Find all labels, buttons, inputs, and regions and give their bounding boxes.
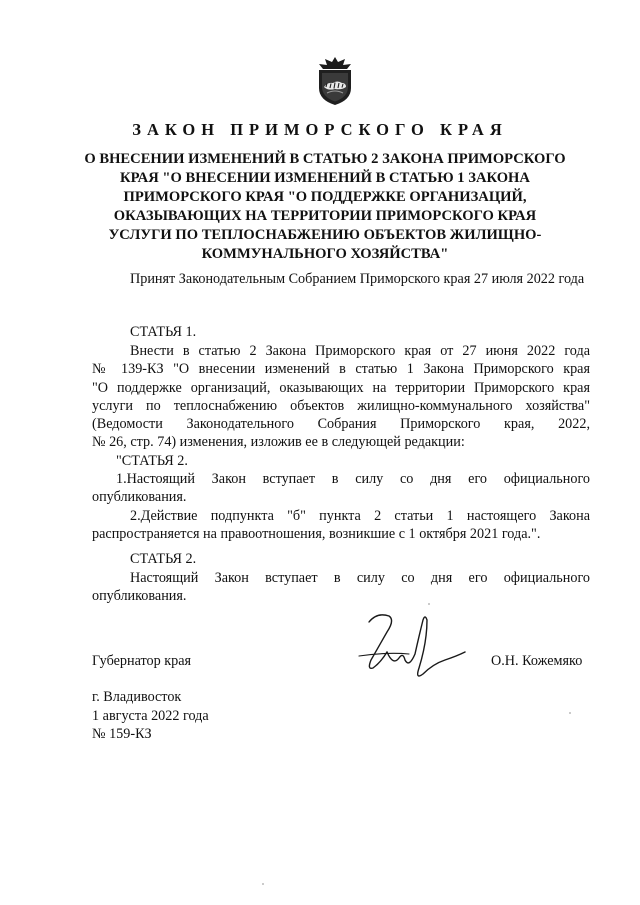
article-2-text — [92, 569, 590, 606]
subtitle-line: ПРИМОРСКОГО КРАЯ "О ПОДДЕРЖКЕ ОРГАНИЗАЦИЙ, — [123, 189, 527, 205]
quoted-article-heading: "СТАТЬЯ 2. — [116, 452, 188, 469]
article-1-text — [92, 342, 590, 543]
article-1-heading: СТАТЬЯ 1. — [130, 324, 197, 340]
coat-of-arms-icon — [315, 56, 355, 106]
issue-date: 1 августа 2022 года — [92, 707, 209, 724]
point-2-line: распространяется на правоотношения, возникшие с 1 октября 2021 года.". — [92, 525, 541, 542]
issue-city: г. Владивосток — [92, 689, 182, 705]
subtitle-line: ОКАЗЫВАЮЩИХ НА ТЕРРИТОРИИ ПРИМОРСКОГО КРАЯ — [113, 208, 537, 224]
law-number: № 159-КЗ — [92, 726, 152, 742]
scan-speck — [569, 712, 571, 714]
law-subtitle — [80, 150, 570, 264]
point-1-line: опубликования. — [92, 489, 187, 506]
point-2-line: 2.Действие подпункта "б" пункта 2 статьи 1 настоящего Закона — [130, 507, 590, 524]
document-footer — [92, 688, 209, 744]
subtitle-line: КОММУНАЛЬНОГО ХОЗЯЙСТВА" — [201, 246, 449, 262]
subtitle-line: О ВНЕСЕНИИ ИЗМЕНЕНИЙ В СТАТЬЮ 2 ЗАКОНА ПРИМОРСКОГО — [84, 151, 566, 167]
signer-name: О.Н. Кожемяко — [491, 653, 583, 669]
article-2-heading: СТАТЬЯ 2. — [130, 551, 197, 567]
article-1-line: № 26, стр. 74) изменения, изложив ее в следующей редакции: — [92, 434, 465, 451]
article-1-line: услуги по теплоснабжению объектов жилищно-коммунального хозяйства" — [92, 397, 590, 414]
point-1-line: 1.Настоящий Закон вступает в силу со дня его официального — [116, 471, 590, 488]
article-1-line: № 139-КЗ "О внесении изменений в статью 1 Закона Приморского края — [92, 361, 590, 378]
handwritten-signature — [357, 608, 467, 688]
signer-position: Губернатор края — [92, 653, 192, 669]
subtitle-line: УСЛУГИ ПО ТЕПЛОСНАБЖЕНИЮ ОБЪЕКТОВ ЖИЛИЩНО- — [108, 227, 542, 243]
article-1-line: (Ведомости Законодательного Собрания Приморского края, 2022, — [92, 416, 590, 433]
article-1-line: "О поддержке организаций, оказывающих на территории Приморского края — [92, 379, 590, 396]
subtitle-line: КРАЯ "О ВНЕСЕНИИ ИЗМЕНЕНИЙ В СТАТЬЮ 1 ЗАКОНА — [120, 170, 530, 186]
article-2-line: опубликования. — [92, 588, 187, 605]
article-1-line: Внести в статью 2 Закона Приморского края от 27 июня 2022 года — [130, 343, 590, 359]
article-2-line: Настоящий Закон вступает в силу со дня его официального — [130, 570, 590, 586]
scan-speck — [262, 883, 264, 885]
adoption-note: Принят Законодательным Собранием Приморского края 27 июля 2022 года — [130, 271, 585, 287]
law-title: ЗАКОН ПРИМОРСКОГО КРАЯ — [132, 120, 508, 139]
scan-speck — [428, 603, 430, 605]
